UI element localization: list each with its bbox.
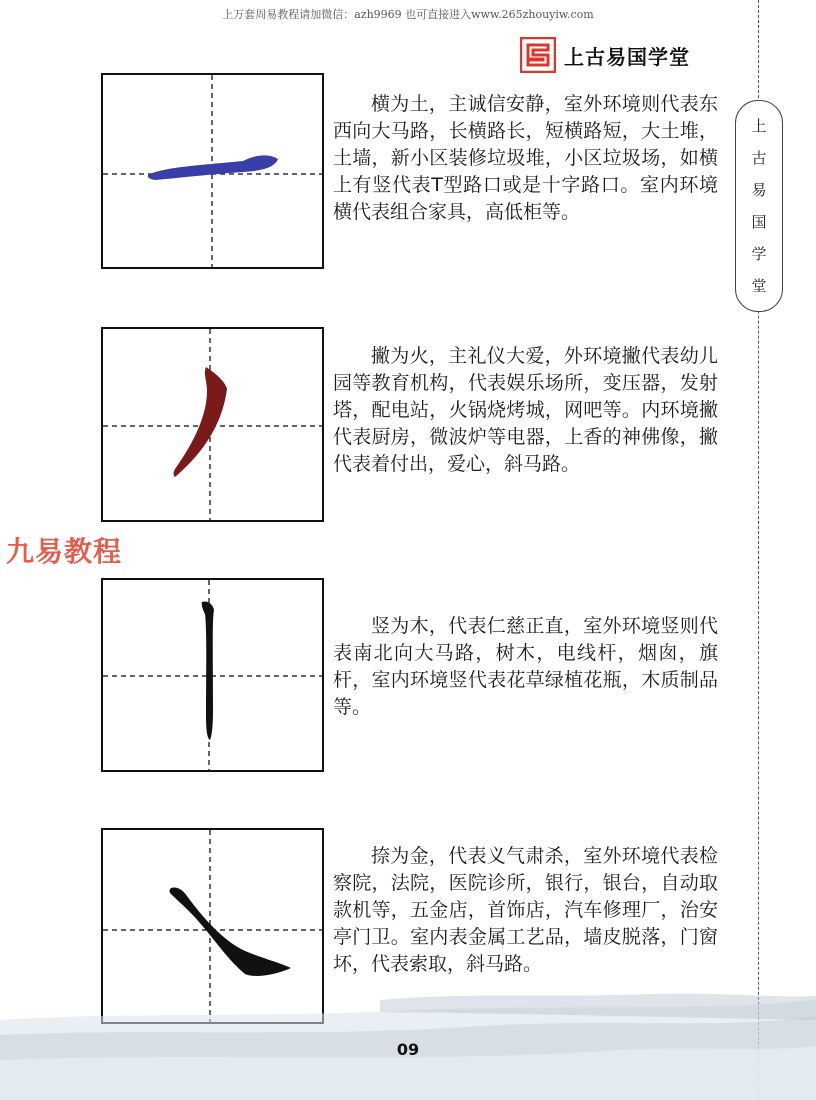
seal-logo-icon bbox=[520, 37, 556, 73]
horizontal-stroke-text: 横为土，主诚信安静，室外环境则代表东西向大马路，长横路长，短横路短，大土堆，土墙，新小区装修垃圾堆，小区垃圾场，如横上有竖代表T型路口或是十字路口。室内环境横代表组合家具，高低柜等。 bbox=[333, 93, 718, 223]
side-tab-char: 古 bbox=[751, 149, 767, 167]
horizontal-stroke-icon bbox=[103, 75, 322, 267]
side-tab-char: 学 bbox=[751, 245, 767, 263]
side-tab bbox=[735, 100, 783, 312]
side-tab-char: 堂 bbox=[751, 277, 767, 295]
top-note: 上万套周易教程请加微信：azh9969 也可直接进入www.265zhouyiw.com bbox=[222, 8, 594, 21]
brand-header bbox=[520, 36, 690, 74]
side-tab-char: 上 bbox=[751, 117, 767, 135]
right-falling-stroke-text: 捺为金，代表义气肃杀，室外环境代表检察院，法院，医院诊所，银行，银台，自动取款机等，五金店，首饰店，汽车修理厂，治安亭门卫。室内表金属工艺品，墙皮脱落，门窗坏，代表索取，斜马路。 bbox=[333, 845, 718, 975]
side-tab-char: 国 bbox=[751, 213, 767, 231]
brand-name: 上古易国学堂 bbox=[564, 44, 690, 69]
horizontal-stroke-box bbox=[101, 73, 324, 269]
vertical-stroke-box bbox=[101, 578, 324, 772]
vertical-stroke-text: 竖为木，代表仁慈正直，室外环境竖则代表南北向大马路，树木，电线杆，烟囱，旗杆，室内环境竖代表花草绿植花瓶，木质制品等。 bbox=[333, 615, 718, 718]
left-falling-stroke-box bbox=[101, 327, 324, 522]
watermark-text: 九易教程 bbox=[6, 535, 123, 568]
left-falling-stroke-icon bbox=[103, 329, 322, 520]
side-tab-char: 易 bbox=[751, 181, 767, 199]
vertical-stroke-icon bbox=[103, 580, 322, 770]
left-falling-stroke-text: 撇为火，主礼仪大爱，外环境撇代表幼儿园等教育机构，代表娱乐场所，变压器，发射塔，配电站，火锅烧烤城，网吧等。内环境撇代表厨房，微波炉等电器，上香的神佛像，撇代表着付出，爱心，斜马路。 bbox=[333, 345, 718, 475]
page-number: 09 bbox=[396, 1040, 420, 1059]
